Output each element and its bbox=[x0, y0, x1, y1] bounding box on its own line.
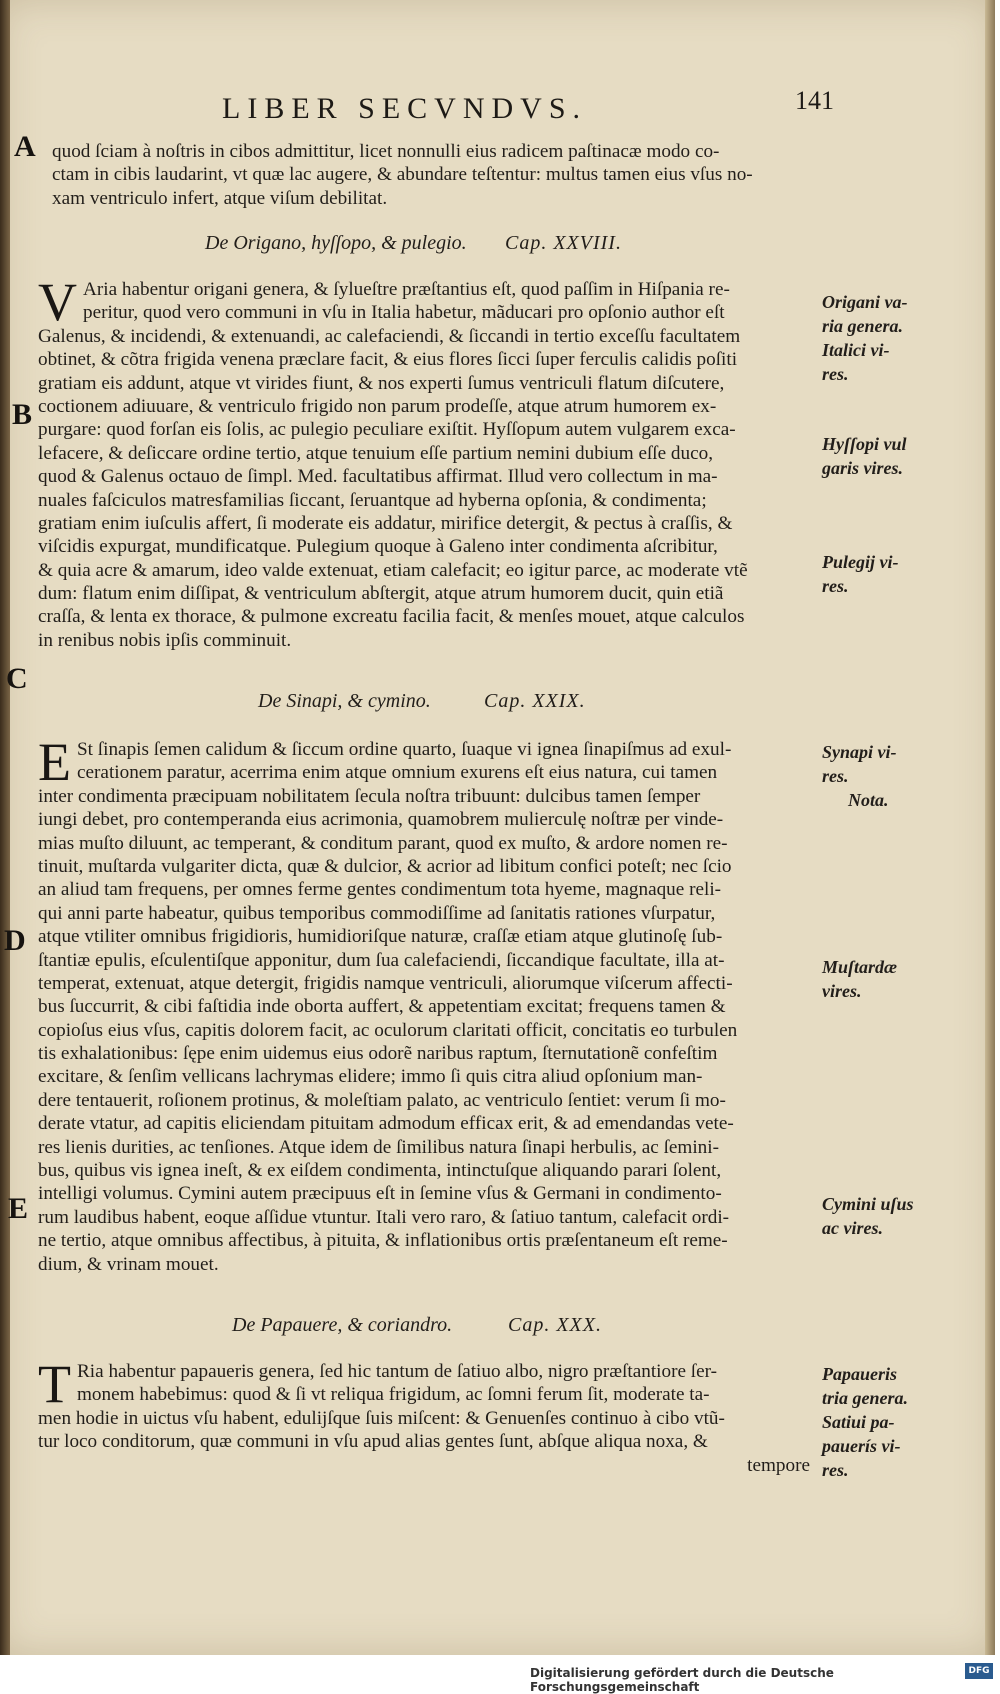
chapter-title: De Papauere, & coriandro. bbox=[232, 1314, 453, 1336]
text-line: copioſus eius vſus, capitis dolorem facit, ac oculorum claritati officit, concitatis eo turbulen bbox=[38, 1019, 738, 1041]
section-marker-c: C bbox=[6, 662, 28, 695]
chapter-heading-29 bbox=[258, 690, 718, 713]
margin-note: Papaueris tria genera. bbox=[822, 1364, 909, 1408]
margin-note: Satiui pa- pauerís vi- res. bbox=[822, 1412, 901, 1480]
margin-note: Synapi vi- res. bbox=[822, 742, 897, 786]
drop-cap: V bbox=[38, 272, 77, 332]
chapter-heading-30 bbox=[232, 1314, 712, 1337]
text-line: ſtantiæ epulis, eſculentiſque apponitur, dum ſua calefaciendi, ſiccandique facultate, illa at- bbox=[38, 949, 725, 971]
text-line: ne tertio, atque omnibus affectibus, à pituita, & inflationibus ortis præſentaneum eſt reme- bbox=[38, 1230, 728, 1252]
text-line: peritur, quod vero communi in vſu in Italia habetur, mãducari pro opſonio author eſt bbox=[83, 302, 725, 324]
text-line: ctam in cibis laudarint, vt quæ lac augere, & abundare teſtentur: multus tamen eius vſus no- bbox=[52, 164, 753, 186]
margin-note: Muſtardæ vires. bbox=[822, 957, 898, 1001]
text-line: an aliud tam frequens, per omnes ferme gentes condimentum tota hyeme, magnaque reli- bbox=[38, 879, 722, 901]
text-line: quod & Galenus octauo de ſimpl. Med. facultatibus affirmat. Illud vero collectum in ma- bbox=[38, 466, 718, 488]
text-line: gratiam enim iuſculis affert, ſi moderate eis addatur, mirifice detergit, & pectus à craſſis, & bbox=[38, 512, 733, 534]
text-line: xam ventriculo infert, atque viſum debilitat. bbox=[52, 187, 388, 209]
text-line: lefacere, & deſiccare ordine tertio, atque tenuium eſſe partium nemini dubium eſſe duco, bbox=[38, 442, 714, 464]
text-line: cerationem paratur, acerrima enim atque omnium exurens eſt eius natura, cui tamen bbox=[77, 762, 718, 784]
text-line: temperat, extenuat, atque detergit, frigidis namque ventriculi, aliorumque viſcerum affecti- bbox=[38, 972, 733, 994]
text-line: quod ſciam à noſtris in cibos admittitur, licet nonnulli eius radicem paſtinacæ modo co- bbox=[52, 141, 720, 162]
text-line: Galenus, & incidendi, & extenuandi, ac calefaciendi, & ſiccandi in tertio exceſſu facultatem bbox=[38, 325, 741, 347]
drop-cap: T bbox=[38, 1354, 71, 1414]
text-line: Aria habentur origani genera, & ſylueſtre præſtantius eſt, quod paſſim in Hiſpania re- bbox=[83, 279, 730, 300]
text-line: coctionem adiuuare, & ventriculo frigido non parum prodeſſe, atque atrum humorem ex- bbox=[38, 395, 717, 417]
section-marker-e: E bbox=[8, 1192, 29, 1225]
margin-note: Cymini uſus ac vires. bbox=[822, 1194, 914, 1238]
chapter-29-body bbox=[38, 732, 828, 1276]
text-line: gratiam eis addunt, atque vt virides fiunt, & nos experti ſumus ventriculi flatum diſcutere, bbox=[38, 372, 725, 394]
text-line: monem habebimus: quod & ſi vt reliqua frigidum, ac ſomni ferum ſit, moderate ta- bbox=[77, 1384, 710, 1406]
text-line: in renibus nobis ipſis comminuit. bbox=[38, 629, 292, 651]
text-line: bus ſuccurrit, & cibi faſtidia inde oborta auffert, & appetentiam excitat; frequens tamen & bbox=[38, 996, 726, 1018]
text-line: derate vtatur, ad capitis eliciendam pituitam admodum efficax erit, & ad emendandas vete- bbox=[38, 1113, 734, 1135]
text-line: qui anni parte habeatur, quibus temporibus commodiſſime ad ſanitatis rationes vſurpatur, bbox=[38, 902, 716, 924]
running-head: LIBER SECVNDVS. bbox=[222, 92, 588, 125]
section-marker-a: A bbox=[14, 130, 36, 163]
chapter-heading-28 bbox=[205, 232, 705, 255]
digitization-credit: Digitalisierung gefördert durch die Deutsche Forschungsgemeinschaft bbox=[530, 1666, 834, 1694]
text-line: St ſinapis ſemen calidum & ſiccum ordine quarto, ſuaque vi ignea ſinapiſmus ad exul- bbox=[77, 739, 732, 760]
text-line: res lienis durities, ac tenſiones. Atque idem de ſimilibus natura ſinapi herbulis, ac ſemini- bbox=[38, 1136, 719, 1158]
margin-note: Nota. bbox=[848, 790, 889, 810]
text-line: excitare, & ſenſim vellicans lachrymas elidere; immo ſi quis citra aliud opſonium man- bbox=[38, 1066, 703, 1088]
text-line: dere tentauerit, roſionem protinus, & moleſtiam palato, ac ventriculo ſentiet: verum ſi mo- bbox=[38, 1089, 726, 1111]
margin-note: Pulegij vi- res. bbox=[822, 552, 899, 596]
chapter-title: De Sinapi, & cymino. bbox=[258, 690, 431, 712]
chapter-title: De Origano, hyſſopo, & pulegio. bbox=[205, 232, 467, 254]
text-line: purgare: quod forſan eis ſolis, ac pulegio peculiare exiſtit. Hyſſopum autem vulgarem exca- bbox=[38, 419, 736, 441]
text-line: Ria habentur papaueris genera, ſed hic tantum de ſatiuo albo, nigro præſtantiore ſer- bbox=[77, 1361, 718, 1382]
dfg-logo: DFG bbox=[965, 1663, 993, 1679]
text-line: dum: flatum enim diſſipat, & ventriculum abſtergit, atque atrum humorem ducit, quin etiã bbox=[38, 583, 724, 605]
margin-note: Hyſſopi vul garis vires. bbox=[822, 434, 907, 478]
chapter-30-body bbox=[38, 1354, 828, 1477]
section-marker-d: D bbox=[4, 924, 26, 957]
text-line: viſcidis expurgat, mundificatque. Pulegium quoque à Galeno inter condimenta aſcribitur, bbox=[38, 536, 718, 558]
intro-paragraph bbox=[52, 140, 822, 210]
page-edge bbox=[985, 0, 995, 1655]
chapter-28-body bbox=[38, 272, 828, 652]
book-spine bbox=[0, 0, 10, 1655]
section-marker-b: B bbox=[12, 398, 33, 431]
text-line: tur loco conditorum, quæ communi in vſu apud alias gentes ſunt, abſque aliqua noxa, & bbox=[38, 1431, 708, 1453]
text-line: intelligi volumus. Cymini autem præcipuus eſt in ſemine vſus & Germani in condimento- bbox=[38, 1183, 722, 1205]
folio-number: 141 bbox=[795, 86, 834, 115]
margin-note: Italici vi- res. bbox=[822, 340, 890, 384]
margin-note: Origani va- ria genera. bbox=[822, 292, 908, 336]
text-line: bus, quibus vis ignea ineſt, & ex eiſdem condimenta, intinctuſque aliquando parari ſolent, bbox=[38, 1160, 722, 1182]
text-line: iungi debet, pro contemperanda eius acrimonia, quamobrem mulierculę noſtræ per vinde- bbox=[38, 809, 724, 831]
text-line: & quia acre & amarum, ideo valde extenuat, etiam calefacit; eo igitur parce, ac moderate vtẽ bbox=[38, 559, 748, 581]
text-line: tis exhalationibus: ſępe enim uidemus eius odorẽ naribus raptum, ſternutationẽ confeſtim bbox=[38, 1043, 718, 1065]
text-line: rum laudibus habent, eoque aſſidue vtuntur. Itali vero raro, & ſatiuo tantum, calefacit ordi- bbox=[38, 1206, 730, 1228]
chapter-number: Cap. XXX. bbox=[508, 1314, 602, 1336]
text-line: dium, & vrinam mouet. bbox=[38, 1253, 219, 1275]
chapter-number: Cap. XXIX. bbox=[484, 690, 586, 712]
chapter-number: Cap. XXVIII. bbox=[505, 232, 622, 254]
text-line: mias muſto diluunt, ac temperant, & conditum parant, quod ex muſto, & ardore nomen re- bbox=[38, 832, 728, 854]
text-line: craſſa, & lenta ex thorace, & pulmone excreatu facilia facit, & menſes mouet, atque calculos bbox=[38, 606, 745, 628]
text-line: men hodie in uictus vſu habent, edulijſque ſuis miſcent: & Genuenſes continuo à cibo vtũ- bbox=[38, 1407, 725, 1429]
catchword: tempore bbox=[747, 1454, 810, 1476]
text-line: inter condimenta præcipuam nobilitatem ſecula noſtra tribuunt: dulcibus tamen ſemper bbox=[38, 785, 701, 807]
text-line: tinuit, muſtarda vulgariter dicta, quæ & dulcior, & acrior ad libitum confici poteſt; nec ſcio bbox=[38, 855, 732, 877]
text-line: obtinet, & cõtra frigida venena præclare facit, & eius flores ſicci ſuper ferculis calidis poſiti bbox=[38, 349, 738, 371]
text-line: atque vtiliter omnibus frigidioris, humidioriſque naturæ, craſſæ etiam atque glutinoſę ſub- bbox=[38, 926, 723, 948]
text-line: nuales faſciculos matresfamilias ſiccant, ſeruantque ad hyberna opſonia, & condimenta; bbox=[38, 489, 707, 511]
drop-cap: E bbox=[38, 732, 71, 792]
